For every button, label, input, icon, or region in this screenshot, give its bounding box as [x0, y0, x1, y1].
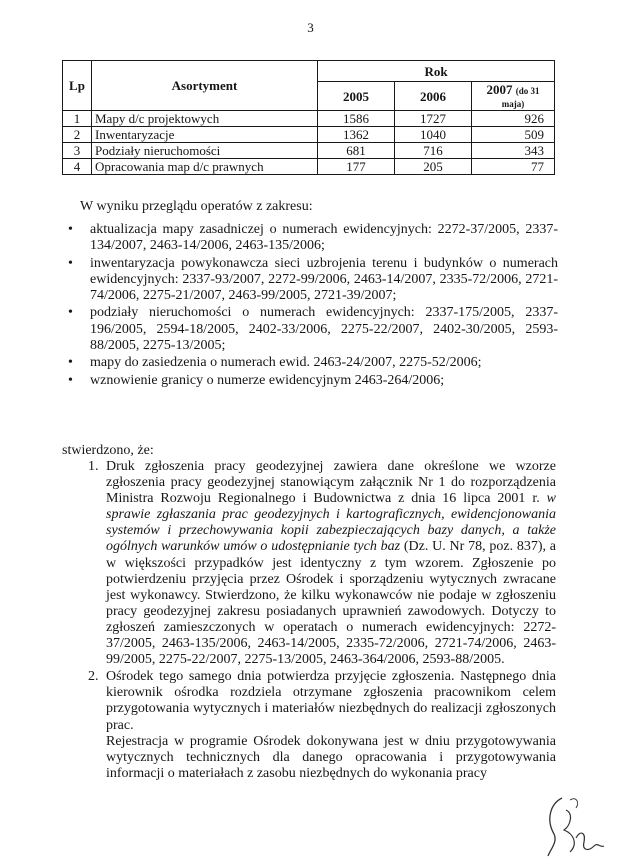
cell-v2006: 205 [395, 159, 472, 175]
header-2007 [472, 82, 555, 111]
cell-lp: 1 [63, 111, 92, 127]
bullet-icon: • [68, 222, 73, 237]
cell-v2006: 1727 [395, 111, 472, 127]
header-rok: Rok [318, 61, 555, 82]
finding-number: 1. [88, 459, 99, 474]
cell-v2006: 1040 [395, 127, 472, 143]
header-2005: 2005 [318, 82, 395, 111]
cell-v2007: 77 [472, 159, 555, 175]
finding-item-2 [88, 669, 556, 782]
table-row [63, 143, 555, 159]
cell-v2005: 1362 [318, 127, 395, 143]
cell-name: Inwentaryzacje [92, 127, 318, 143]
bullet-text: podziały nieruchomości o numerach ewidencyjnych: 2337-175/2005, 2337-196/2005, 2594-18/2005, 2402-33/2006, 2275-22/2007, 2402-30/2005, 2593-88/2005, 2275-13/2005; [90, 305, 558, 354]
finding-paragraph [106, 459, 556, 668]
header-lp: Lp [63, 61, 92, 111]
regulation-title: w sprawie zgłaszania prac geodezyjnych i kartograficznych, ewidencjonowania systemów i przechowywania kopii zabezpieczających bazy danych, a także ogólnych warunków umów o udostępnianie tych baz [106, 491, 556, 555]
cell-lp: 2 [63, 127, 92, 143]
bullet-text: wznowienie granicy o numerze ewidencyjnym 2463-264/2006; [90, 372, 445, 388]
page-number: 3 [307, 20, 314, 35]
cell-lp: 4 [63, 159, 92, 175]
findings-heading: stwierdzono, że: [62, 443, 154, 458]
header-2007-note: (do 31 maja) [501, 86, 540, 109]
cell-v2007: 343 [472, 143, 555, 159]
handwritten-signature [540, 790, 610, 860]
list-item [66, 256, 558, 305]
header-2006: 2006 [395, 82, 472, 111]
intro-text: W wyniku przeglądu operatów z zakresu: [80, 199, 313, 214]
list-item [66, 355, 558, 371]
table-header-row [63, 61, 555, 82]
finding-paragraph: Rejestracja w programie Ośrodek dokonywana jest w dniu przygotowywania wytycznych technicznych dla danego opracowania i przygotowywania informacji o materiałach z zasobu niezbędnych do wykonania pracy [106, 733, 556, 781]
cell-v2005: 681 [318, 143, 395, 159]
bullet-icon: • [68, 372, 73, 388]
finding-text: Druk zgłoszenia pracy geodezyjnej zawiera dane określone we wzorze zgłoszenia pracy geodezyjnej stanowiącym załącznik Nr 1 do rozporządzenia Ministra Rozwoju Regionalnego i Budownictwa z dnia 16 lipca 2001 r. [106, 459, 556, 507]
list-item [66, 222, 558, 255]
cell-v2006: 716 [395, 143, 472, 159]
finding-item-1 [88, 459, 556, 668]
cell-name: Mapy d/c projektowych [92, 111, 318, 127]
cell-v2005: 177 [318, 159, 395, 175]
cell-name: Podziały nieruchomości [92, 143, 318, 159]
list-item [66, 305, 558, 354]
header-asortyment: Asortyment [92, 61, 318, 111]
bullet-icon: • [68, 305, 73, 321]
bullet-icon: • [68, 355, 73, 371]
cell-v2007: 926 [472, 111, 555, 127]
cell-v2005: 1586 [318, 111, 395, 127]
cell-v2007: 509 [472, 127, 555, 143]
findings-list [88, 459, 556, 783]
bullet-icon: • [68, 255, 73, 271]
table-row [63, 159, 555, 175]
table-row [63, 127, 555, 143]
list-item [66, 373, 558, 389]
bullet-text: aktualizacja mapy zasadniczej o numerach ewidencyjnych: 2272-37/2005, 2337-134/2007, 2463-14/2006, 2463-135/2006; [90, 222, 558, 254]
cell-name: Opracowania map d/c prawnych [92, 159, 318, 175]
cell-lp: 3 [63, 143, 92, 159]
assortment-table [62, 60, 555, 175]
bullet-text: inwentaryzacja powykonawcza sieci uzbrojenia terenu i budynków o numerach ewidencyjnych: 2337-93/2007, 2272-99/2006, 2463-14/2007, 2335-72/2006, 2721-74/2006, 2275-21/2007, 2463-99/2005, 2721-39/2007; [90, 255, 558, 304]
finding-text: (Dz. U. Nr 78, poz. 837), a w większości przypadków jest identyczny z tym wzorem. Zgłoszenie po potwierdzeniu przyjęcia przez Ośrodek i sporządzeniu wytycznych zwracane jest wykonawcy. Stwierdzono, że kilku wykonawców nie podaje w zgłoszeniu pracy geodezyjnej zakresu posiadanych uprawnień zawodowych. Dotyczy to zgłoszeń zamieszczonych w operatach o numerach ewidencyjnych: 2272-37/2005, 2463-135/2006, 2463-14/2005, 2335-72/2006, 2721-74/2006, 2463-99/2005, 2275-22/2007, 2275-13/2005, 2463-364/2006, 2593-88/2005. [106, 539, 556, 668]
finding-paragraph: Ośrodek tego samego dnia potwierdza przyjęcie zgłoszenia. Następnego dnia kierownik ośrodka rozdziela otrzymane zgłoszenia pracownikom celem przygotowania wytycznych i materiałów niezbędnych do realizacji zgłoszonych prac. [106, 669, 556, 733]
table-row [63, 111, 555, 127]
finding-number: 2. [88, 669, 99, 685]
bullet-text: mapy do zasiedzenia o numerach ewid. 2463-24/2007, 2275-52/2006; [90, 355, 482, 371]
header-2007-year: 2007 [486, 82, 513, 97]
scope-list [66, 222, 558, 390]
